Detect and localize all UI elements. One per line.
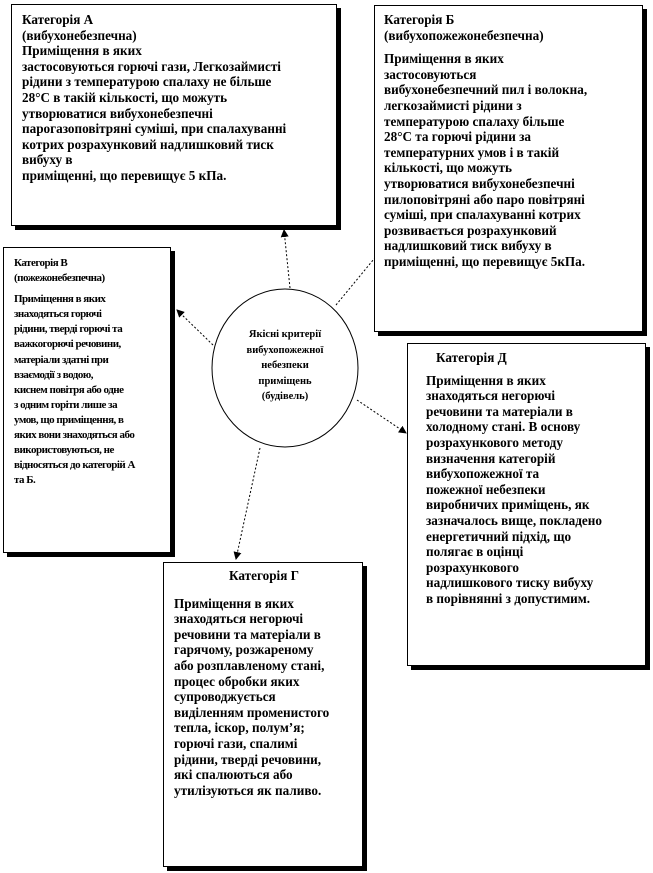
category-d-description: Приміщення в яких знаходяться негорючі речовини та матеріали в холодному стані. В основу розрахункового методу визначення категорій вибухопожежної та пожежної небезпеки виробничих приміщень, як зазначалось вище, покладено енергетичний підхід, що полягає в оцінці розрахункового надлишкового тиску вибуху в порівнянні з допустимим.	[426, 372, 602, 606]
category-b-box	[374, 5, 643, 332]
category-b-title: Категорія Б (вибухопожежонебезпечна)	[384, 12, 544, 43]
category-a-title: Категорія А (вибухонебезпечна)	[22, 12, 137, 43]
arrow-to-category-g	[236, 448, 260, 559]
category-b-description: Приміщення в яких застосовуються вибухонебезпечний пил і волокна, легкозаймисті рідини з температурою спалаху більше 28°С та горючі рідини за температурних умов і в такій кількості, що можуть утворюватися вибухонебезпечні пилоповітряні або паро повітряні суміші, при спалахуванні котрих розвивається розрахунковий надлишковий тиск вибуху в приміщенні, що перевищує 5кПа.	[384, 51, 588, 269]
category-v-box	[3, 247, 171, 553]
center-criteria-label: Якісні критерії вибухопожежної небезпеки приміщень (будівель)	[246, 329, 324, 402]
category-g-title: Категорія Г	[228, 568, 300, 583]
arrow-to-category-d	[357, 400, 406, 433]
arrow-to-category-a	[284, 230, 290, 288]
arrow-to-category-v	[177, 310, 213, 345]
category-v-description: Приміщення в яких знаходяться горючі рідини, тверді горючі та важкогорючі речовини, матеріали здатні при взаємодії з водою, киснем повітря або одне з одним горіти лише за умов, що приміщення, в яких вони знаходяться або використовуються, не відносяться до категорій А та Б.	[14, 293, 135, 487]
category-g-box	[163, 562, 363, 867]
category-a-box	[11, 4, 337, 226]
category-v-title: Категорія В (пожежонебезпечна)	[14, 257, 105, 285]
category-a-description: Приміщення в яких застосовуються горючі гази, Легкозаймисті рідини з температурою спалаху не більше 28°С в такій кількості, що можуть утворюватися вибухонебезпечні парогазоповітряні суміші, при спалахуванні котрих розрахунковий надлишковий тиск вибуху в приміщенні, що перевищує 5 кПа.	[22, 43, 287, 183]
category-d-box	[407, 343, 646, 666]
category-g-description: Приміщення в яких знаходяться негорючі речовини та матеріали в гарячому, розжареному або розплавленому стані, процес обробки яких супроводжується виділенням променистого тепла, іскор, полум’я; горючі гази, спалимі рідини, тверді речовини, які спалюються або утилізуються як паливо.	[174, 595, 330, 798]
category-d-title: Категорія Д	[436, 350, 507, 365]
